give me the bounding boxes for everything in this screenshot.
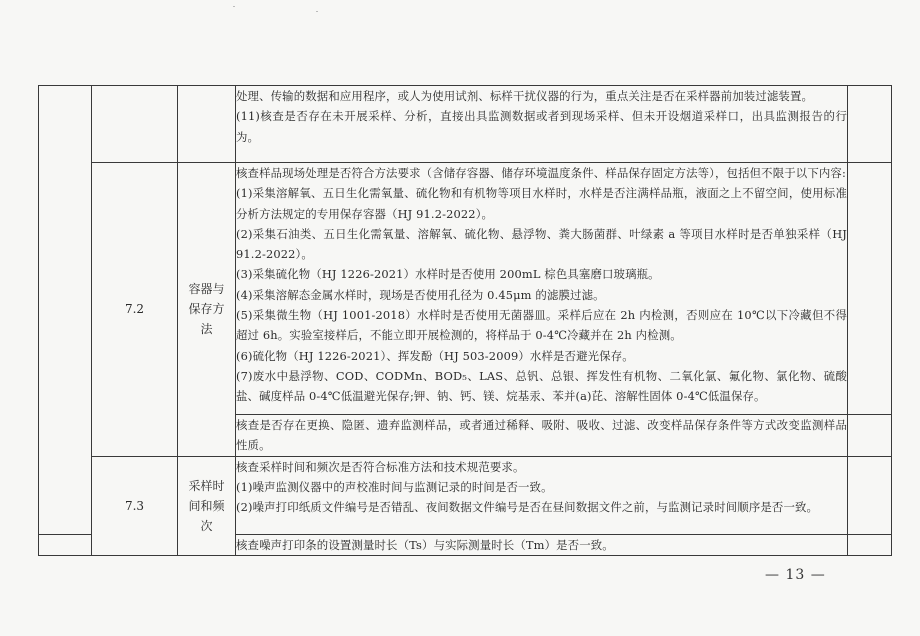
paragraph: (2)采集石油类、五日生化需氧量、溶解氧、硫化物、悬浮物、粪大肠菌群、叶绿素 a 等项目水样时是否单独采样（HJ 91.2-2022）。 xyxy=(236,226,847,262)
remark-cell xyxy=(848,534,892,555)
paragraph: (7)废水中悬浮物、COD、CODMn、BOD₅、LAS、总钒、总银、挥发性有机物、二氧化氯、氟化物、氯化物、硫酸盐、碱度样品 0-4℃低温避光保存;钾、钠、钙、镁、烷基汞、苯并(a)芘、溶解性固体 0-4℃低温保存。 xyxy=(236,368,847,404)
paragraph: 核查噪声打印条的设置测量时长（Ts）与实际测量时长（Tm）是否一致。 xyxy=(236,537,614,552)
remark-cell xyxy=(848,163,892,415)
paragraph: (5)采集微生物（HJ 1001-2018）水样时是否使用无菌器皿。采样后应在 2h 内检测，否则应在 10℃以下冷藏但不得超过 6h。实验室接样后，不能立即开展检测的，将样品于 0-4℃冷藏并在 2h 内检测。 xyxy=(236,308,847,343)
remark-cell xyxy=(848,415,892,457)
scan-speck xyxy=(233,6,235,7)
row-item xyxy=(178,163,236,457)
paragraph: 核查样品现场处理是否符合方法要求（含储存容器、储存环境温度条件、样品保存固定方法等），包括但不限于以下内容: xyxy=(236,166,846,180)
paragraph: (2)噪声打印纸质文件编号是否错乱、夜间数据文件编号是否在昼间数据文件之前，与监测记录时间顺序是否一致。 xyxy=(236,500,819,515)
row-item-label: 容器与保存方法 xyxy=(188,282,225,337)
paragraph: (11)核查是否存在未开展采样、分析，直接出具监测数据或者到现场采样、但未开设烟道采样口，出具监测报告的行为。 xyxy=(236,109,847,144)
content-cell xyxy=(236,415,848,457)
paragraph: (1)采集溶解氧、五日生化需氧量、硫化物和有机物等项目水样时，水样是否注满样品瓶，液面之上不留空间，使用标准分析方法规定的专用保存容器（HJ 91.2-2022）。 xyxy=(236,186,847,221)
content-cell xyxy=(236,534,848,555)
row-item-label: 采样时间和频次 xyxy=(188,478,225,533)
item-cell xyxy=(178,86,236,163)
paragraph: 处理、传输的数据和应用程序，或人为使用试剂、标样干扰仪器的行为，重点关注是否在采样器前加装过滤装置。 xyxy=(236,89,814,103)
paragraph: (4)采集溶解态金属水样时，现场是否使用孔径为 0.45μm 的滤膜过滤。 xyxy=(236,287,605,302)
table-row-continued xyxy=(39,86,892,163)
table-row-7-3 xyxy=(39,456,892,534)
content-cell xyxy=(236,163,848,415)
content-cell xyxy=(236,456,848,534)
paragraph: (6)硫化物（HJ 1226-2021）、挥发酚（HJ 503-2009）水样是否避光保存。 xyxy=(236,348,634,363)
num-cell xyxy=(92,86,178,163)
remark-cell xyxy=(848,456,892,534)
category-cell xyxy=(39,86,92,535)
row-number: 7.2 xyxy=(92,163,178,457)
row-item xyxy=(178,456,236,555)
row-number: 7.3 xyxy=(92,456,178,555)
inspection-table xyxy=(38,85,892,556)
remark-cell xyxy=(848,86,892,163)
category-cell xyxy=(39,534,92,555)
paragraph: (3)采集硫化物（HJ 1226-2021）水样时是否使用 200mL 棕色具塞磨口玻璃瓶。 xyxy=(236,267,660,282)
page-number: — 13 — xyxy=(765,567,826,583)
paragraph: 核查采样时间和频次是否符合标准方法和技术规范要求。 xyxy=(236,459,525,474)
table-row-7-2 xyxy=(39,163,892,415)
content-cell xyxy=(236,86,848,163)
scan-speck xyxy=(316,11,318,12)
paragraph: (1)噪声监测仪器中的声校准时间与监测记录的时间是否一致。 xyxy=(236,479,553,494)
paragraph: 核查是否存在更换、隐匿、遗弃监测样品，或者通过稀释、吸附、吸收、过滤、改变样品保存条件等方式改变监测样品性质。 xyxy=(236,418,847,453)
